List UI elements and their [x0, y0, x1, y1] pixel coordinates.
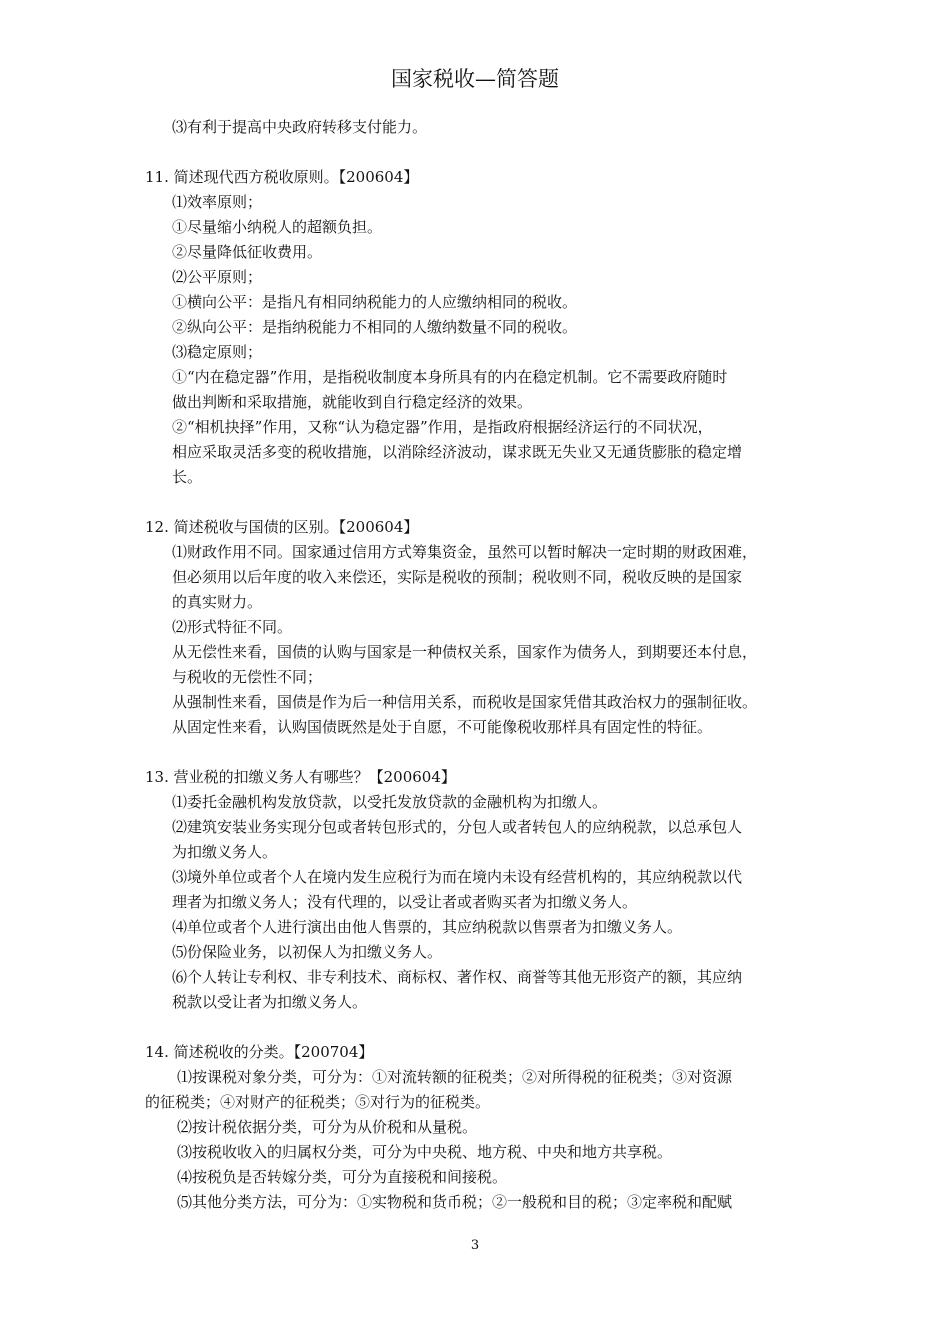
question-block [0, 765, 950, 1040]
page-number: 3 [470, 1238, 480, 1253]
answer-line: 理者为扣缴义务人；没有代理的，以受让者或者购买者为扣缴义务人。 [172, 893, 638, 911]
question-heading: 13. 营业税的扣缴义务人有哪些？【200604】 [145, 768, 456, 786]
answer-line: 做出判断和采取措施，就能收到自行稳定经济的效果。 [172, 393, 533, 411]
question-block [0, 165, 950, 515]
answer-line: ②纵向公平：是指纳税能力不相同的人缴纳数量不同的税收。 [172, 318, 578, 336]
answer-line: ⑹个人转让专利权、非专利技术、商标权、著作权、商誉等其他无形资产的额，其应纳 [172, 968, 743, 986]
answer-line: ①“内在稳定器”作用，是指税收制度本身所具有的内在稳定机制。它不需要政府随时 [172, 368, 728, 386]
answer-line: ⑸其他分类方法，可分为：①实物税和货币税；②一般税和目的税；③定率税和配赋 [177, 1193, 733, 1211]
question-list [0, 165, 950, 1040]
question-heading: 12. 简述税收与国债的区别。【200604】 [145, 518, 419, 536]
spacer [0, 140, 950, 165]
spacer [0, 1015, 950, 1040]
answer-line: 的征税类；④对财产的征税类；⑤对行为的征税类。 [145, 1093, 491, 1111]
spacer [0, 740, 950, 765]
question-14 [0, 1040, 950, 1215]
answer-line: ⑴财政作用不同。国家通过信用方式筹集资金，虽然可以暂时解决一定时期的财政困难， [172, 543, 758, 561]
answer-line: ⑸份保险业务，以初保人为扣缴义务人。 [172, 943, 443, 961]
answer-line: ⑷单位或者个人进行演出由他人售票的，其应纳税款以售票者为扣缴义务人。 [172, 918, 683, 936]
answer-line: ⑶按税收收入的归属权分类，可分为中央税、地方税、中央和地方共享税。 [177, 1143, 673, 1161]
answer-line: ⑴按课税对象分类，可分为：①对流转额的征税类；②对所得税的征税类；③对资源 [177, 1068, 733, 1086]
answer-line: ⑵建筑安装业务实现分包或者转包形式的，分包人或者转包人的应纳税款，以总承包人 [172, 818, 743, 836]
answer-line: 长。 [172, 468, 203, 486]
spacer [0, 490, 950, 515]
answer-line: 为扣缴义务人。 [172, 843, 278, 861]
answer-line: ⑶境外单位或者个人在境内发生应税行为而在境内未设有经营机构的，其应纳税款以代 [172, 868, 743, 886]
answer-line: ①尽量缩小纳税人的超额负担。 [172, 218, 383, 236]
answer-line: 从固定性来看，认购国债既然是处于自愿，不可能像税收那样具有固定性的特征。 [172, 718, 713, 736]
answer-line: ⑴效率原则； [172, 193, 263, 211]
answer-line: 相应采取灵活多变的税收措施，以消除经济波动，谋求既无失业又无通货膨胀的稳定增 [172, 443, 743, 461]
document-body [0, 115, 950, 1215]
answer-line: 税款以受让者为扣缴义务人。 [172, 993, 368, 1011]
answer-line: ⑴委托金融机构发放贷款，以受托发放贷款的金融机构为扣缴人。 [172, 793, 608, 811]
answer-line: ⑵形式特征不同。 [172, 618, 293, 636]
answer-line: ⑵按计税依据分类，可分为从价税和从量税。 [177, 1118, 478, 1136]
answer-line: 与税收的无偿性不同； [172, 668, 323, 686]
page-title: 国家税收—简答题 [391, 67, 559, 91]
answer-line: 但必须用以后年度的收入来偿还，实际是税收的预制；税收则不同，税收反映的是国家 [172, 568, 743, 586]
answer-line: ①横向公平：是指凡有相同纳税能力的人应缴纳相同的税收。 [172, 293, 578, 311]
answer-line: ②“相机抉择”作用，又称“认为稳定器”作用，是指政府根据经济运行的不同状况， [172, 418, 713, 436]
question-block [0, 515, 950, 765]
answer-line: 从无偿性来看，国债的认购与国家是一种债权关系，国家作为债务人，到期要还本付息， [172, 643, 758, 661]
continuation-line: ⑶有利于提高中央政府转移支付能力。 [172, 118, 428, 136]
answer-line: ⑷按税负是否转嫁分类，可分为直接税和间接税。 [177, 1168, 508, 1186]
question-heading: 11. 简述现代西方税收原则。【200604】 [145, 168, 419, 186]
answer-line: 从强制性来看，国债是作为后一种信用关系，而税收是国家凭借其政治权力的强制征收。 [172, 693, 758, 711]
answer-line: ②尽量降低征收费用。 [172, 243, 323, 261]
question-heading: 14. 简述税收的分类。【200704】 [145, 1043, 374, 1061]
answer-line: ⑶稳定原则； [172, 343, 263, 361]
answer-line: ⑵公平原则； [172, 268, 263, 286]
answer-line: 的真实财力。 [172, 593, 263, 611]
